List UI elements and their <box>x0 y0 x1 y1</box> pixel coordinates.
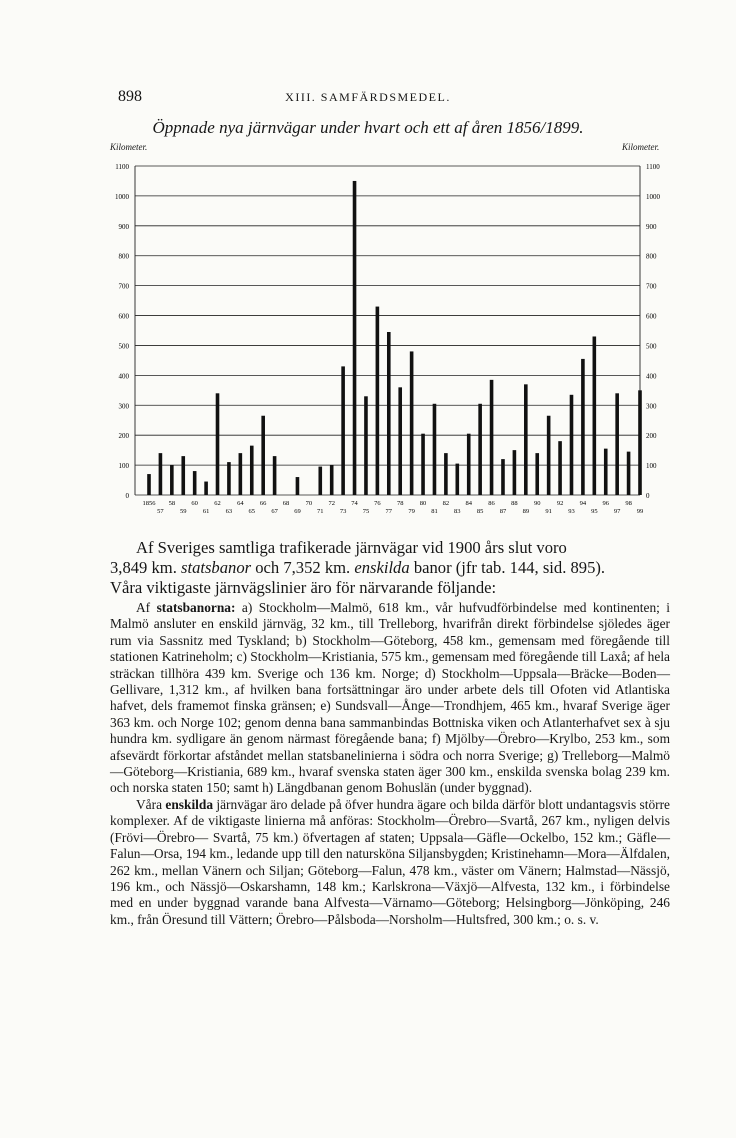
xtick-bottom-57: 57 <box>157 508 164 515</box>
lead-statsbanor: statsbanor <box>181 558 252 577</box>
para2-pre: Våra <box>136 796 163 812</box>
ytick-left-100: 100 <box>118 462 129 471</box>
ytick-left-900: 900 <box>118 222 129 231</box>
ytick-right-1000: 1000 <box>646 192 660 201</box>
ytick-right-800: 800 <box>646 252 657 261</box>
lead-line-3: Våra viktigaste järnvägslinier äro för närvarande följande: <box>110 578 497 597</box>
lead-enskilda: enskilda <box>354 558 410 577</box>
ytick-right-1100: 1100 <box>646 163 660 171</box>
bar-1892 <box>558 441 562 495</box>
xtick-bottom-95: 95 <box>591 508 598 515</box>
xtick-bottom-69: 69 <box>294 508 301 515</box>
xtick-top-58: 58 <box>168 500 176 507</box>
para1-text: a) Stockholm—Malmö, 618 km., vår hufvudförbindelse med kontinenten; i Malmö ansluter en enskild järnväg, 32 km., till Trelleborg, hvarifrån direkt förbindelse sjöledes äger rum via Sassnitz med Tyskland; b) Stockholm—Göteborg, 458 km., gemensam med föregående till stationen Katrineholm; c) Stockholm—Kristiania, 575 km., gemensam med föregående till Laxå; af hela sträckan tillhöra 439 km. Sverige och 136 km. Norge; d) Stockholm—Uppsala—Bräcke—Boden—Gellivare, 1,312 km., af hvilken bana fortsättningar äro under arbete dels till Ofoten vid Atlantiska hafvet, dels framemot finska gränsen; e) Sundsvall—Ånge—Trondhjem, 465 km., hvaraf Sverige äger 363 km. och Norge 102; genom denna bana sammanbindas Bottniska viken och Atlanterhafvet sex à sju hundra km. sydligare än genom närmast föregående bana; f) Mjölby—Örebro—Krylbo, 253 km., som afsevärdt förkortar afståndet mellan statsbanelinierna i södra och norra Sverige; g) Trelleborg—Malmö—Göteborg—Kristiania, 689 km., hvaraf svenska staten äger 300 km., enskilda svenska bolag 239 km. och norska staten 150; samt h) Längdbanan genom Bohuslän (under byggnad). <box>110 600 671 796</box>
xtick-bottom-75: 75 <box>362 508 370 515</box>
paragraph-statsbanor <box>110 600 670 797</box>
lead-paragraph <box>110 538 670 598</box>
xtick-top-76: 76 <box>374 500 381 507</box>
bar-1883 <box>456 464 460 495</box>
bar-1893 <box>570 395 574 495</box>
railway-bar-chart <box>100 158 680 528</box>
bar-1874 <box>353 181 357 495</box>
xtick-bottom-79: 79 <box>408 508 415 515</box>
xtick-top-1856: 1856 <box>142 500 156 507</box>
ytick-right-500: 500 <box>646 342 657 351</box>
bar-1898 <box>627 452 631 495</box>
xtick-bottom-61: 61 <box>202 508 210 515</box>
xtick-top-86: 86 <box>488 500 495 507</box>
xtick-bottom-93: 93 <box>568 508 575 515</box>
ytick-right-700: 700 <box>646 282 657 291</box>
xtick-top-72: 72 <box>328 500 335 507</box>
bar-1890 <box>535 453 539 495</box>
xtick-top-90: 90 <box>533 500 541 507</box>
xtick-top-64: 64 <box>237 500 244 507</box>
ytick-right-300: 300 <box>646 402 657 411</box>
paragraph-enskilda <box>110 797 670 928</box>
xtick-bottom-63: 63 <box>225 508 233 515</box>
y-unit-left: Kilometer. <box>110 142 148 152</box>
ytick-left-500: 500 <box>118 342 129 351</box>
bar-1897 <box>615 393 619 495</box>
lead-ref: banor (jfr tab. 144, sid. 895). <box>413 558 606 577</box>
ytick-left-200: 200 <box>118 432 129 441</box>
bar-1875 <box>364 396 368 495</box>
ytick-left-600: 600 <box>118 312 129 321</box>
xtick-top-78: 78 <box>396 500 404 507</box>
xtick-top-82: 82 <box>442 500 450 507</box>
xtick-top-60: 60 <box>191 500 198 507</box>
xtick-bottom-87: 87 <box>499 508 507 515</box>
para1-bold: statsbanorna: <box>156 600 236 615</box>
bar-1878 <box>398 387 402 495</box>
chart-title: Öppnade nya järnvägar under hvart och ett af åren 1856/1899. <box>152 118 584 137</box>
bar-1885 <box>478 404 482 495</box>
xtick-top-96: 96 <box>602 500 609 507</box>
ytick-left-1000: 1000 <box>115 192 129 201</box>
ytick-left-0: 0 <box>125 492 129 500</box>
bar-1880 <box>421 434 425 495</box>
xtick-bottom-59: 59 <box>180 508 187 515</box>
ytick-left-800: 800 <box>118 252 129 261</box>
bar-1856 <box>147 474 151 495</box>
bar-1873 <box>341 366 345 495</box>
xtick-top-66: 66 <box>259 500 267 507</box>
ytick-right-400: 400 <box>646 372 657 381</box>
bar-1863 <box>227 462 231 495</box>
body-text <box>110 600 670 928</box>
lead-km-stats: 3,849 km. <box>110 558 177 577</box>
bar-1895 <box>593 336 597 495</box>
bar-1884 <box>467 434 471 495</box>
bar-1867 <box>273 456 277 495</box>
page-number: 898 <box>118 88 142 105</box>
xtick-top-80: 80 <box>419 500 427 507</box>
running-head: XIII. SAMFÄRDSMEDEL. <box>285 90 451 104</box>
xtick-bottom-65: 65 <box>248 508 256 515</box>
xtick-top-88: 88 <box>511 500 518 507</box>
xtick-bottom-77: 77 <box>385 508 393 515</box>
xtick-top-94: 94 <box>579 500 587 507</box>
ytick-right-600: 600 <box>646 312 657 321</box>
ytick-left-1100: 1100 <box>115 163 129 171</box>
xtick-top-98: 98 <box>625 500 632 507</box>
bar-1886 <box>490 380 494 495</box>
xtick-top-74: 74 <box>351 500 358 507</box>
ytick-right-900: 900 <box>646 222 657 231</box>
bar-1879 <box>410 351 414 495</box>
bar-1865 <box>250 446 254 495</box>
xtick-bottom-73: 73 <box>339 508 347 515</box>
bar-1862 <box>216 393 220 495</box>
bar-1888 <box>513 450 517 495</box>
bar-1894 <box>581 359 585 495</box>
xtick-top-92: 92 <box>556 500 564 507</box>
xtick-bottom-83: 83 <box>454 508 461 515</box>
para2-bold: enskilda <box>165 796 214 812</box>
bar-1872 <box>330 465 334 495</box>
xtick-bottom-67: 67 <box>271 508 278 515</box>
bar-1876 <box>376 307 380 495</box>
xtick-top-70: 70 <box>305 500 313 507</box>
lead-km-enskilda: och 7,352 km. <box>255 558 351 577</box>
xtick-bottom-89: 89 <box>522 508 530 515</box>
y-unit-right: Kilometer. <box>622 142 660 152</box>
bar-1861 <box>204 482 208 495</box>
bar-1864 <box>239 453 243 495</box>
bar-1887 <box>501 459 505 495</box>
ytick-left-300: 300 <box>118 402 129 411</box>
para1-pre: Af <box>136 600 151 615</box>
xtick-bottom-99: 99 <box>636 508 644 515</box>
para2-text: järnvägar äro delade på öfver hundra ägare och bilda därför blott undantagsvis större komplexer. Af de viktigaste linierna må anföras: Stockholm—Örebro—Svartå, 267 km., nyligen delvis (Frövi—Örebro— Svartå, 75 km.) öfvertagen af staten; Uppsala—Gäfle—Ockelbo, 152 km.; Gäfle—Falun—Orsa, 194 km., ledande upp till den natursköna Siljansbygden; Kristinehamn—Mora—Älfdalen, 262 km., mellan Vänern och Siljan; Göteborg—Falun, 478 km., väster om Vänern; Halmstad—Nässjö, 196 km., och Nässjö—Oskarshamn, 148 km.; Karlskrona—Växjö—Alfvesta, 132 km., i förbindelse med en under byggnad varande bana Alfvesta—Värnamo—Göteborg; Helsingborg—Jönköping, 246 km., från Öresund till Vättern; Örebro—Pålsboda—Norsholm—Hultsfred, 300 km.; o. s. v. <box>110 796 670 927</box>
bar-1860 <box>193 471 197 495</box>
lead-line-1: Af Sveriges samtliga trafikerade järnvägar vid 1900 års slut voro <box>136 538 567 557</box>
xtick-bottom-71: 71 <box>317 508 324 515</box>
bar-1866 <box>261 416 265 495</box>
ytick-right-200: 200 <box>646 432 657 441</box>
bar-1869 <box>296 477 300 495</box>
bar-1859 <box>181 456 185 495</box>
ytick-right-100: 100 <box>646 462 657 471</box>
bar-1858 <box>170 465 174 495</box>
bar-1889 <box>524 384 528 495</box>
bar-1896 <box>604 449 608 495</box>
bar-1882 <box>444 453 448 495</box>
ytick-left-700: 700 <box>118 282 129 291</box>
bar-1877 <box>387 332 391 495</box>
bar-1871 <box>318 467 322 495</box>
bar-1857 <box>159 453 163 495</box>
bar-1899 <box>638 390 642 495</box>
xtick-top-62: 62 <box>214 500 221 507</box>
xtick-bottom-91: 91 <box>545 508 552 515</box>
ytick-right-0: 0 <box>646 492 650 500</box>
xtick-bottom-97: 97 <box>613 508 621 515</box>
xtick-top-84: 84 <box>465 500 472 507</box>
xtick-top-68: 68 <box>282 500 290 507</box>
bar-1891 <box>547 416 551 495</box>
xtick-bottom-81: 81 <box>431 508 438 515</box>
bar-1881 <box>433 404 437 495</box>
ytick-left-400: 400 <box>118 372 129 381</box>
xtick-bottom-85: 85 <box>476 508 484 515</box>
